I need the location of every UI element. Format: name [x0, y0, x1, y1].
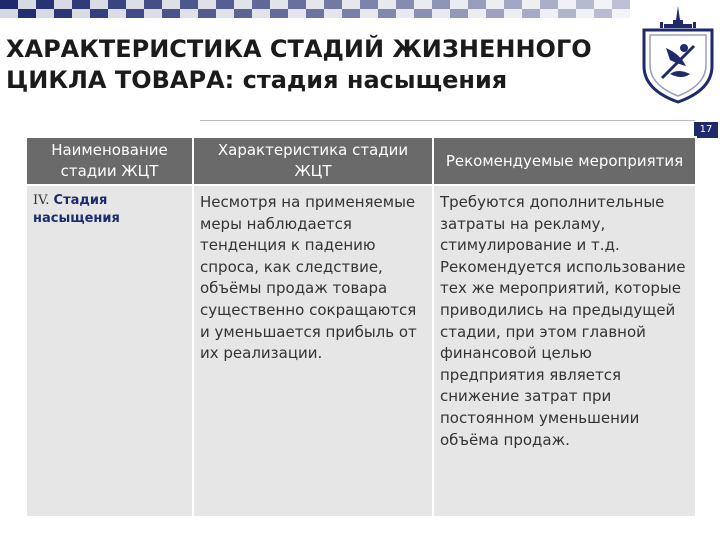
checker-square — [36, 9, 54, 18]
checker-square — [594, 0, 612, 9]
checker-square — [540, 0, 558, 9]
checker-square — [504, 9, 522, 18]
title-line-2 — [6, 65, 626, 96]
checker-square — [216, 9, 234, 18]
checker-square — [612, 0, 630, 9]
checker-square — [72, 0, 90, 9]
checker-square — [288, 9, 306, 18]
checker-square — [252, 9, 270, 18]
checker-square — [432, 9, 450, 18]
stage-cell — [27, 186, 192, 516]
checker-band-bottom — [0, 9, 640, 18]
stage-roman-numeral: IV. — [33, 193, 50, 208]
checker-square — [306, 9, 324, 18]
header-divider — [200, 120, 695, 121]
checker-square — [288, 0, 306, 9]
checker-square — [180, 0, 198, 9]
checker-square — [360, 0, 378, 9]
checker-square — [576, 0, 594, 9]
checker-square — [432, 0, 450, 9]
checker-square — [72, 9, 90, 18]
checker-square — [18, 0, 36, 9]
checker-square — [522, 9, 540, 18]
checker-square — [162, 9, 180, 18]
checker-square — [270, 9, 288, 18]
checker-square — [18, 9, 36, 18]
checker-square — [144, 9, 162, 18]
column-header-characteristic: Характеристика стадии ЖЦТ — [194, 138, 432, 184]
checker-square — [450, 9, 468, 18]
checker-square — [504, 0, 522, 9]
checker-square — [360, 9, 378, 18]
stage-name: Стадия насыщения — [33, 193, 120, 226]
checker-square — [144, 0, 162, 9]
checker-square — [90, 9, 108, 18]
checker-square — [378, 0, 396, 9]
table-header-row — [27, 138, 695, 184]
checker-square — [324, 0, 342, 9]
checker-square — [486, 9, 504, 18]
checker-square — [612, 9, 630, 18]
checker-square — [54, 0, 72, 9]
checker-square — [126, 0, 144, 9]
title-line-2-rest: стадия насыщения — [234, 66, 508, 94]
checker-square — [36, 0, 54, 9]
page-title — [6, 34, 626, 96]
checker-square — [342, 9, 360, 18]
column-header-measures: Рекомендуемые мероприятия — [434, 138, 695, 184]
checker-square — [468, 0, 486, 9]
checker-square — [162, 0, 180, 9]
checker-square — [198, 0, 216, 9]
checker-square — [414, 9, 432, 18]
title-line-1: ХАРАКТЕРИСТИКА СТАДИЙ ЖИЗНЕННОГО — [6, 35, 592, 63]
checker-square — [216, 0, 234, 9]
measures-cell: Требуются дополнительные затраты на рекламу, стимулирование и т.д. Рекомендуется использование тех же мероприятий, которые приводились на предыдущей стадии, при этом главной финансовой целью предприятия является снижение затрат при постоянном уменьшении объёма продаж. — [434, 186, 695, 516]
checker-square — [558, 0, 576, 9]
checker-square — [342, 0, 360, 9]
checker-band-top — [0, 0, 640, 9]
checker-square — [180, 9, 198, 18]
characteristic-cell: Несмотря на применяемые меры наблюдается тенденция к падению спроса, как следствие, объёмы продаж товара существенно сокращаются и уменьшается прибыль от их реализации. — [194, 186, 432, 516]
checker-square — [450, 0, 468, 9]
checker-square — [198, 9, 216, 18]
checker-square — [396, 0, 414, 9]
checker-square — [522, 0, 540, 9]
checker-square — [126, 9, 144, 18]
checker-square — [468, 9, 486, 18]
checker-square — [540, 9, 558, 18]
checker-square — [396, 9, 414, 18]
checker-square — [0, 0, 18, 9]
checker-square — [270, 0, 288, 9]
lifecycle-table — [25, 136, 697, 518]
checker-square — [576, 9, 594, 18]
checker-square — [252, 0, 270, 9]
title-line-2-bold: ЦИКЛА ТОВАРА: — [6, 66, 235, 94]
checker-square — [108, 9, 126, 18]
checker-square — [108, 0, 126, 9]
checker-square — [234, 9, 252, 18]
checker-square — [378, 9, 396, 18]
page-number: 17 — [694, 122, 718, 138]
column-header-stage: Наименование стадии ЖЦТ — [27, 138, 192, 184]
checker-square — [0, 9, 18, 18]
university-crest-icon — [640, 4, 716, 104]
checker-square — [414, 0, 432, 9]
checker-square — [306, 0, 324, 9]
checker-square — [234, 0, 252, 9]
table-row — [27, 186, 695, 516]
checker-square — [594, 9, 612, 18]
checker-square — [558, 9, 576, 18]
checker-square — [324, 9, 342, 18]
checker-square — [54, 9, 72, 18]
checker-square — [486, 0, 504, 9]
checker-square — [90, 0, 108, 9]
